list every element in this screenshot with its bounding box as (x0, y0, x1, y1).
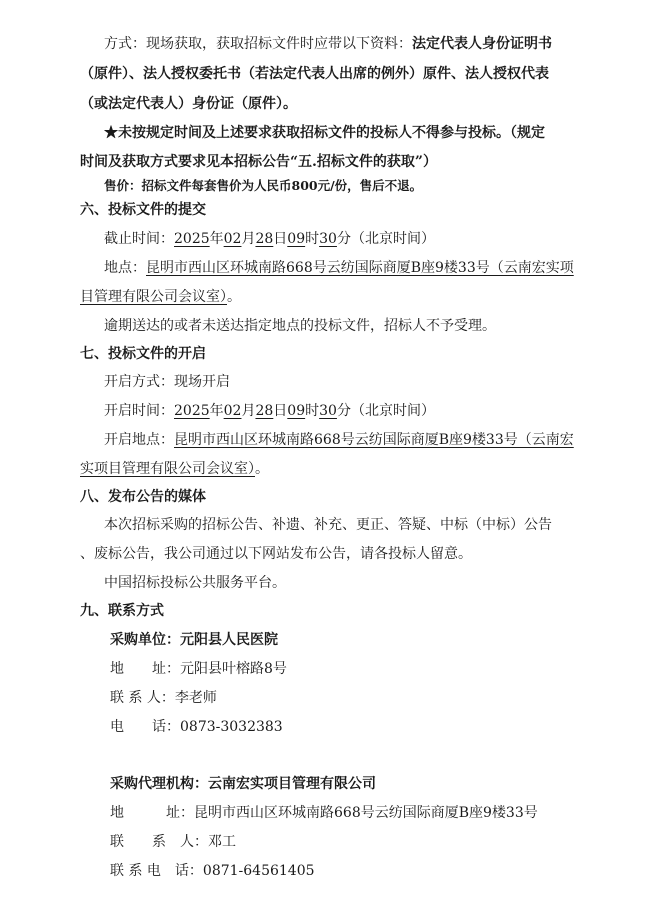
section-6-heading: 六、投标文件的提交 (80, 202, 206, 218)
deadline-month: 02 (223, 231, 242, 247)
agency-phone-label: 联 系 电 话： (110, 863, 203, 879)
deadline-day-unit: 日 (273, 231, 288, 247)
agency-title: 采购代理机构：云南宏实项目管理有限公司 (110, 776, 376, 792)
agency-contact-value: 邓工 (208, 834, 236, 850)
media-line-2: 、废标公告，我公司通过以下网站发布公告，请各投标人留意。 (80, 546, 472, 562)
location-text-2: 目管理有限公司会议室） (80, 289, 227, 305)
buyer-address (110, 659, 287, 679)
section-9-heading: 九、联系方式 (80, 603, 164, 619)
deadline-day: 28 (255, 231, 274, 247)
opening-time-label: 开启时间： (104, 403, 174, 419)
opening-place-line-1 (104, 430, 574, 450)
opening-day-unit: 日 (273, 403, 288, 419)
agency-address-label: 地 址： (110, 805, 194, 821)
deadline-hour: 09 (287, 231, 306, 247)
notice-line-1: ★未按规定时间及上述要求获取招标文件的投标人不得参与投标。（规定 (104, 125, 545, 141)
agency-address-value: 昆明市西山区环城南路668号云纺国际商厦B座9楼33号 (194, 805, 538, 821)
buyer-title: 采购单位：元阳县人民医院 (110, 632, 278, 648)
section-8-heading: 八、发布公告的媒体 (80, 489, 206, 505)
buyer-phone (110, 717, 283, 737)
media-line-1: 本次招标采购的招标公告、补遗、补充、更正、答疑、中标（中标）公告 (104, 517, 552, 533)
notice-line-2: 时间及获取方式要求见本招标公告“五.招标文件的获取”） (80, 154, 437, 170)
opening-year-unit: 年 (209, 403, 224, 419)
submission-deadline (104, 229, 435, 249)
opening-place-line-2 (80, 459, 269, 479)
location-label: 地点： (104, 260, 146, 276)
buyer-contact-value: 李老师 (174, 690, 217, 706)
late-submission-note: 逾期送达的或者未送达指定地点的投标文件，招标人不予受理。 (104, 318, 496, 334)
opening-place-text-2: 实项目管理有限公司会议室） (80, 461, 255, 477)
agency-contact-label: 联 系 人： (110, 834, 208, 850)
deadline-timezone: （北京时间） (350, 231, 435, 247)
price-note: 售价：招标文件每套售价为人民币800元/份，售后不退。 (104, 178, 423, 193)
opening-place-end: 。 (255, 461, 269, 477)
opening-hour-unit: 时 (305, 403, 320, 419)
opening-day: 28 (255, 403, 274, 419)
opening-hour: 09 (287, 403, 306, 419)
intro-line-1-bold: 法定代表人身份证明书 (412, 36, 552, 52)
intro-line-1 (104, 34, 552, 54)
location-end: 。 (227, 289, 241, 305)
submission-location-line-2 (80, 287, 241, 307)
opening-timezone: （北京时间） (350, 403, 435, 419)
deadline-label: 截止时间： (104, 231, 174, 247)
buyer-contact (110, 688, 217, 708)
agency-address (110, 803, 538, 823)
deadline-minute: 30 (319, 231, 337, 247)
buyer-contact-label: 联 系 人： (110, 690, 175, 706)
opening-time (104, 401, 435, 421)
buyer-address-value: 元阳县叶榕路8号 (180, 661, 287, 677)
opening-month-unit: 月 (241, 403, 256, 419)
deadline-month-unit: 月 (241, 231, 256, 247)
agency-contact (110, 832, 236, 852)
opening-place-text-1: 昆明市西山区环城南路668号云纺国际商厦B座9楼33号（云南宏 (174, 432, 574, 448)
location-text-1: 昆明市西山区环城南路668号云纺国际商厦B座9楼33号（云南宏实项 (146, 260, 574, 276)
opening-minute-unit: 分 (336, 403, 351, 419)
agency-phone-value: 0871-64561405 (202, 863, 315, 879)
media-platform: 中国招标投标公共服务平台。 (104, 575, 286, 591)
section-7-heading: 七、投标文件的开启 (80, 346, 206, 362)
intro-line-3: （或法定代表人）身份证（原件）。 (80, 96, 297, 112)
agency-phone (110, 861, 315, 881)
buyer-phone-label: 电 话： (110, 719, 180, 735)
opening-method: 开启方式：现场开启 (104, 374, 230, 390)
buyer-address-label: 地 址： (110, 661, 180, 677)
opening-month: 02 (223, 403, 242, 419)
deadline-year-unit: 年 (209, 231, 224, 247)
deadline-minute-unit: 分 (336, 231, 351, 247)
buyer-phone-value: 0873-3032383 (180, 719, 283, 735)
submission-location-line-1 (104, 258, 574, 278)
opening-place-label: 开启地点： (104, 432, 174, 448)
intro-line-1-text: 方式：现场获取，获取招标文件时应带以下资料： (104, 36, 412, 52)
deadline-year: 2025 (174, 231, 210, 247)
intro-line-2: （原件）、法人授权委托书（若法定代表人出席的例外）原件、法人授权代表 (80, 66, 549, 82)
opening-minute: 30 (319, 403, 337, 419)
deadline-hour-unit: 时 (305, 231, 320, 247)
opening-year: 2025 (174, 403, 210, 419)
